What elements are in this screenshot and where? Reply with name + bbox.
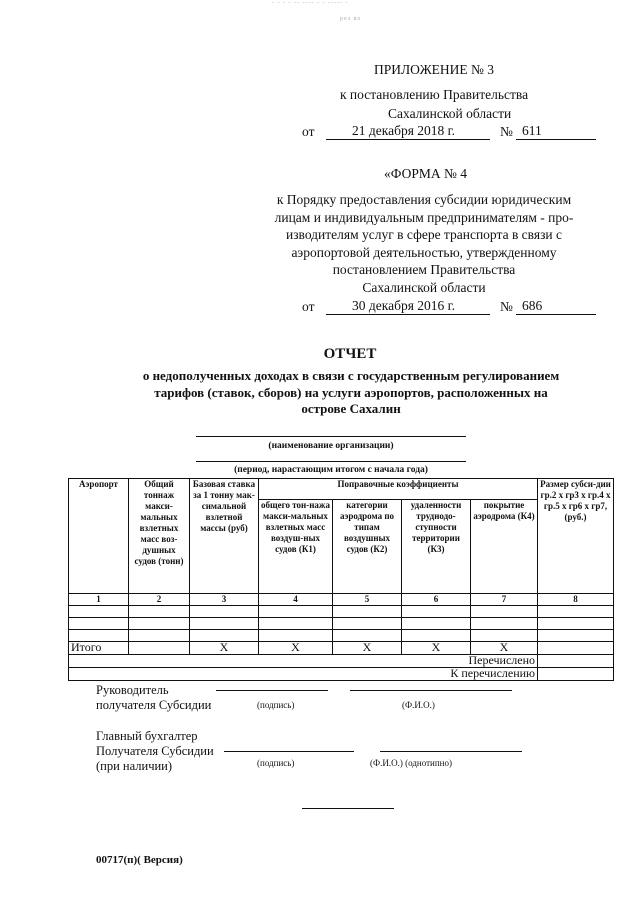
to-transfer-row [69, 668, 614, 681]
acc-fio-caption: (Ф.И.О.) (однотипно) [370, 758, 452, 768]
x-mark: X [259, 642, 333, 655]
head-label-2: получателя Субсидии [96, 698, 212, 712]
appendix-num-label: № [500, 124, 513, 139]
head-sign-line [216, 690, 328, 691]
appendix-date: 21 декабря 2018 г. [352, 123, 456, 138]
acc-sign-line [224, 751, 354, 752]
form-line: постановлением Правительства [332, 262, 516, 277]
form-number: 686 [522, 298, 543, 313]
appendix-number: 611 [522, 123, 542, 138]
th-k4: покрытие аэродрома (К4) [471, 500, 538, 594]
col-num: 3 [190, 594, 259, 606]
appendix-number-line [516, 139, 596, 140]
report-subtitle-line: острове Сахалин [301, 401, 401, 416]
col-num: 4 [259, 594, 333, 606]
col-num: 6 [402, 594, 471, 606]
table-row [69, 618, 614, 630]
head-sign-caption: (подпись) [257, 700, 295, 710]
acc-sign-caption: (подпись) [257, 758, 295, 768]
table-row [69, 630, 614, 642]
report-title: ОТЧЕТ [323, 346, 377, 362]
end-line [302, 808, 394, 809]
appendix-title: ПРИЛОЖЕНИЕ № 3 [374, 62, 495, 77]
th-k3: удаленности труднодо-ступности территории (К3) [402, 500, 471, 594]
head-fio-line [350, 690, 512, 691]
org-caption: (наименование организации) [268, 441, 394, 451]
form-lines [250, 191, 598, 296]
form-number-line [516, 314, 596, 315]
accountant-label-3: (при наличии) [96, 759, 173, 773]
head-label: Руководитель [96, 683, 169, 697]
x-mark: X [190, 642, 259, 655]
th-base-rate: Базовая ставка за 1 тонну мак-симальной взлетной массы (руб) [190, 479, 259, 594]
form-date-line [326, 314, 490, 315]
scan-marks: - - - - -- ---- - - ----- - [272, 0, 349, 6]
col-num: 5 [333, 594, 402, 606]
head-fio-caption: (Ф.И.О.) [402, 700, 435, 710]
col-num: 7 [471, 594, 538, 606]
th-coefficients: Поправочные коэффициенты [259, 479, 538, 500]
appendix-line2: Сахалинской области [388, 106, 512, 121]
acc-fio-line [380, 751, 522, 752]
form-num-label: № [500, 299, 513, 314]
th-airport: Аэропорт [69, 479, 129, 594]
appendix-from-label: от [302, 124, 315, 139]
scan-marks-2: рез во [340, 16, 362, 22]
form-line: аэропортовой деятельностью, утвержденному [291, 244, 557, 260]
col-num: 1 [69, 594, 129, 606]
accountant-label-2: Получателя Субсидии [96, 744, 214, 758]
footer-code: 00717(п)( Версия) [96, 854, 183, 866]
col-num: 2 [129, 594, 190, 606]
form-from-label: от [302, 299, 315, 314]
report-subtitle-line: тарифов (ставок, сборов) на услуги аэропортов, расположенных на [154, 384, 548, 400]
period-line [196, 461, 466, 462]
report-subtitle-line: о недополученных доходах в связи с государственным регулированием [142, 368, 560, 383]
col-num: 8 [538, 594, 614, 606]
form-line: лицам и индивидуальным предпринимателям - про- [274, 209, 574, 225]
appendix-date-line [326, 139, 490, 140]
appendix-line1: к постановлению Правительства [340, 87, 529, 102]
to-transfer-label: К перечислению [69, 668, 538, 681]
x-mark: X [402, 642, 471, 655]
period-caption: (период, нарастающим итогом с начала года) [234, 465, 428, 475]
th-total-tonnage: Общий тоннаж макси-мальных взлетных масс воз-душных судов (тонн) [129, 479, 190, 594]
report-table [68, 478, 614, 681]
form-date: 30 декабря 2016 г. [352, 298, 456, 313]
th-subsidy: Размер субси-дии гр.2 х гр3 х гр.4 х гр.5 х гр6 х гр7, (руб.) [538, 479, 614, 594]
form-line: Сахалинской области [362, 279, 486, 295]
table-row [69, 606, 614, 618]
th-k1: общего тон-нажа макси-мальных взлетных масс воздуш-ных судов (К1) [259, 500, 333, 594]
x-mark: X [471, 642, 538, 655]
transferred-label: Перечислено [69, 655, 538, 668]
org-name-line [196, 436, 466, 437]
accountant-label: Главный бухгалтер [96, 729, 198, 743]
th-k2: категории аэродрома по типам воздушных судов (К2) [333, 500, 402, 594]
total-label: Итого [69, 642, 129, 655]
form-line: изводителям услуг в сфере транспорта в связи с [285, 227, 563, 242]
form-line: к Порядку предоставления субсидии юридическим [276, 192, 572, 207]
x-mark: X [333, 642, 402, 655]
form-title: «ФОРМА № 4 [384, 166, 467, 181]
report-subtitle [100, 368, 602, 418]
